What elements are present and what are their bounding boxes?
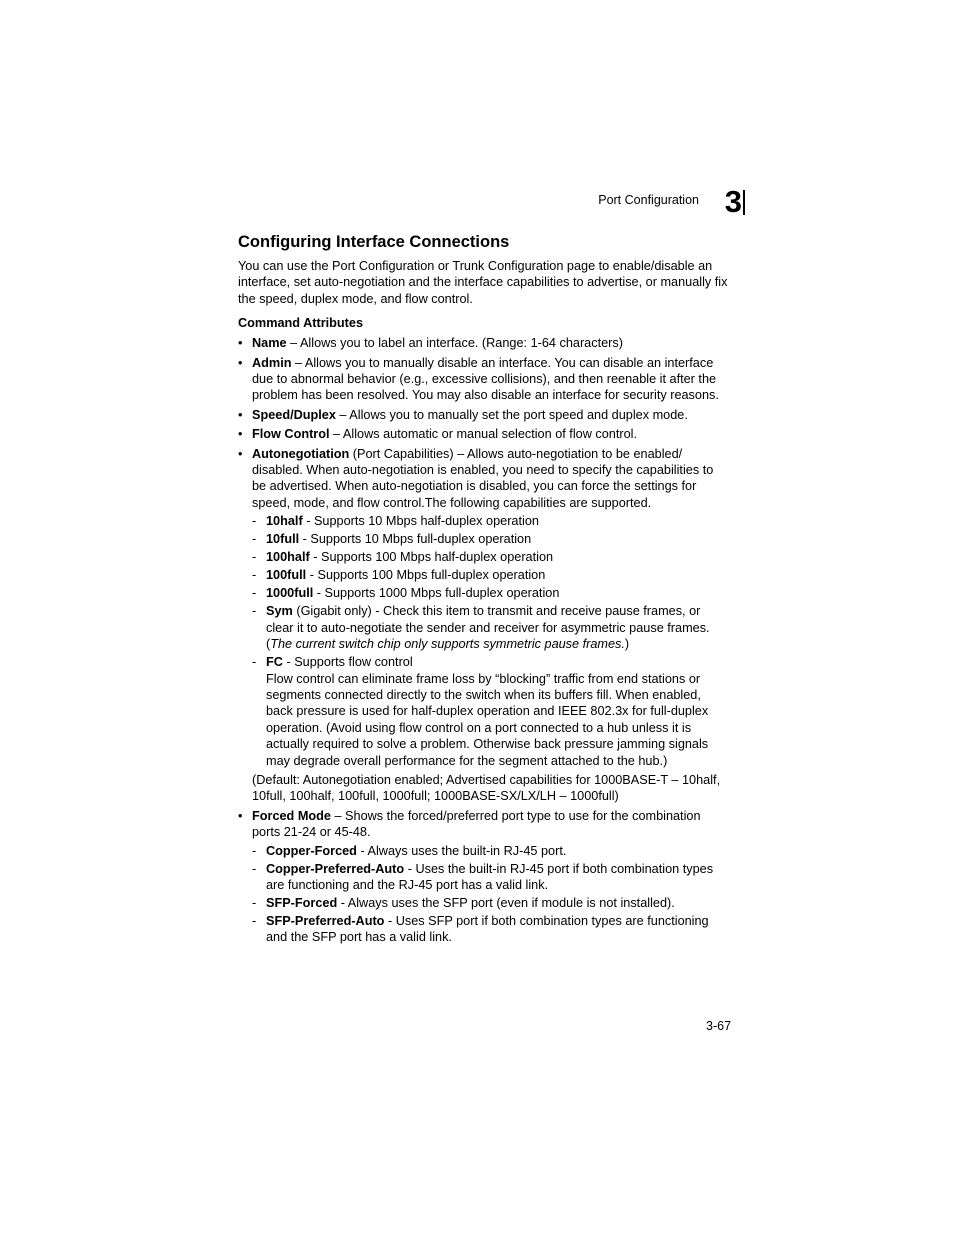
description: - Always uses the SFP port (even if module is not installed).	[337, 895, 675, 910]
description: - Supports 100 Mbps half-duplex operation	[309, 550, 554, 565]
closing-paren: )	[624, 637, 630, 652]
intro-paragraph: You can use the Port Configuration or Trunk Configuration page to enable/disable an interface, set auto-negotiation and the interface capabilities to advertise, or manually fix the speed, duplex mode, and flow control.	[238, 259, 728, 306]
term: Autonegotiation	[252, 446, 350, 461]
forced-mode-item	[252, 843, 730, 859]
term: 100half	[266, 550, 310, 565]
description: - Supports 100 Mbps full-duplex operation	[306, 568, 546, 583]
term: Copper-Forced	[266, 843, 357, 858]
attribute-speed-duplex	[238, 407, 730, 423]
term: Copper-Preferred-Auto	[266, 861, 405, 876]
term: Forced Mode	[252, 808, 331, 823]
term: FC	[266, 655, 283, 670]
capability-item	[252, 654, 730, 769]
description: - Supports flow control	[282, 655, 413, 670]
description: – Allows you to manually set the port speed and duplex mode.	[335, 407, 688, 422]
term: 100full	[266, 568, 307, 583]
description: - Uses SFP port if both combination types are functioning and the SFP port has a valid link.	[266, 913, 709, 945]
chapter-number: 3	[724, 184, 741, 219]
forced-mode-item	[252, 861, 730, 894]
capability-item	[252, 531, 730, 547]
term: 10full	[266, 532, 300, 547]
attribute-forced-mode	[238, 808, 730, 946]
description: – Allows automatic or manual selection of flow control.	[329, 427, 637, 442]
term: 1000full	[266, 586, 314, 601]
italic-note: The current switch chip only supports symmetric pause frames.	[270, 637, 625, 652]
chapter-divider	[743, 190, 745, 215]
attribute-flow-control	[238, 426, 730, 442]
capability-item	[252, 513, 730, 529]
attribute-admin	[238, 355, 730, 404]
term: Admin	[252, 355, 292, 370]
description: – Allows you to manually disable an interface. You can disable an interface due to abnormal behavior (e.g., excessive collisions), and then reenable it after the problem has been resolved. You may also disable an interface for security reasons.	[252, 355, 719, 403]
term: SFP-Forced	[266, 895, 338, 910]
capability-item	[252, 549, 730, 565]
description: – Allows you to label an interface. (Range: 1-64 characters)	[286, 336, 623, 351]
attribute-name	[238, 335, 730, 351]
flow-control-explanation: Flow control can eliminate frame loss by “blocking” traffic from end stations or segments connected directly to the switch when its buffers fill. When enabled, back pressure is used for half-duplex operation and IEEE 802.3x for full-duplex operation. (Avoid using flow control on a port connected to a hub unless it is actually required to solve a problem. Otherwise back pressure jamming signals may degrade overall performance for the segment attached to the hub.)	[266, 671, 709, 768]
description: (Gigabit only) - Check this item to transmit and receive pause frames, or clear it to auto-negotiate the sender and receiver for asymmetric pause frames. (	[266, 604, 710, 652]
page-number: 3-67	[706, 1019, 732, 1033]
description: - Uses the built-in RJ-45 port if both combination types are functioning and the RJ-45 port has a valid link.	[266, 861, 714, 892]
term: SFP-Preferred-Auto	[266, 913, 385, 928]
forced-mode-list	[252, 843, 730, 946]
section-title: Port Configuration	[598, 193, 699, 207]
term: Speed/Duplex	[252, 407, 336, 422]
term: Sym	[266, 604, 293, 619]
description: - Always uses the built-in RJ-45 port.	[356, 843, 567, 858]
capability-item	[252, 603, 730, 652]
attribute-autonegotiation	[238, 446, 730, 805]
term: Name	[252, 336, 287, 351]
description: - Supports 10 Mbps half-duplex operation	[302, 514, 539, 529]
description: - Supports 1000 Mbps full-duplex operation	[313, 586, 560, 601]
command-attributes-heading: Command Attributes	[238, 316, 363, 331]
attribute-list	[238, 335, 730, 946]
capability-list	[252, 513, 730, 769]
capability-item	[252, 567, 730, 583]
main-content	[238, 232, 730, 949]
forced-mode-item	[252, 895, 730, 911]
forced-mode-item	[252, 913, 730, 946]
description: – Shows the forced/preferred port type to use for the combination ports 21-24 or 45-48.	[252, 808, 701, 840]
page-header	[598, 184, 745, 219]
term: 10half	[266, 514, 303, 529]
term: Flow Control	[252, 427, 330, 442]
description: (Port Capabilities) – Allows auto-negotiation to be enabled/ disabled. When auto-negotiation is enabled, you need to specify the capabilities to be advertised. When auto-negotiation is disabled, you can force the settings for speed, mode, and flow control.The following capabilities are supported.	[252, 446, 714, 510]
capability-item	[252, 585, 730, 601]
default-note: (Default: Autonegotiation enabled; Advertised capabilities for 1000BASE-T – 10half, 10full, 100half, 100full, 1000full; 1000BASE-SX/LX/LH – 1000full)	[252, 772, 721, 804]
section-heading: Configuring Interface Connections	[238, 233, 510, 251]
description: - Supports 10 Mbps full-duplex operation	[299, 532, 532, 547]
